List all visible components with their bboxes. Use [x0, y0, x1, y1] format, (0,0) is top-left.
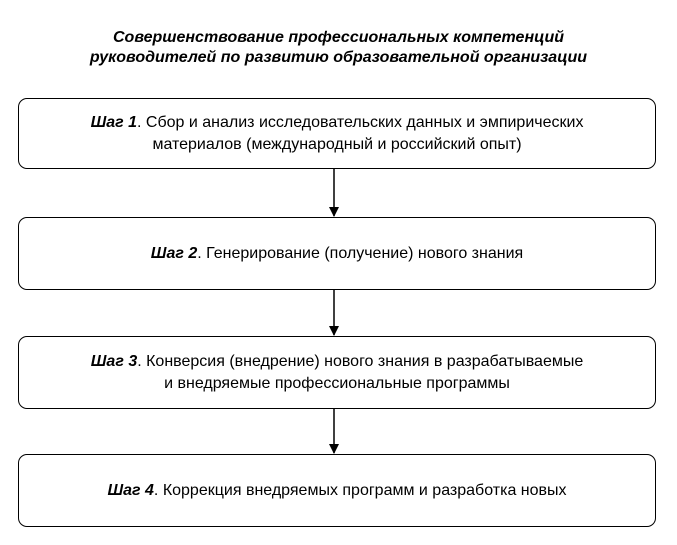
step-3-description-2: и внедряемые профессиональные программы: [164, 374, 510, 392]
diagram-title-line-1: Совершенствование профессиональных компетенций: [113, 29, 564, 46]
step-4-line-1: [107, 480, 566, 502]
step-2-label: Шаг 2: [150, 244, 198, 262]
step-1-description-2: материалов (международный и российский опыт): [152, 135, 522, 153]
step-2-description-1: . Генерирование (получение) нового знания: [197, 244, 524, 262]
step-2-box: [18, 217, 656, 290]
step-2-text: [151, 243, 523, 265]
step-4-text: [107, 480, 566, 502]
step-1-description-1: . Сбор и анализ исследовательских данных и эмпирических: [137, 113, 584, 131]
step-1-text: [91, 112, 584, 156]
step-3-box: [18, 336, 656, 409]
step-4-box: [18, 454, 656, 527]
step-3-description-1: . Конверсия (внедрение) нового знания в разрабатываемые: [137, 352, 584, 370]
step-3-label: Шаг 3: [90, 352, 138, 370]
step-3-line-1: [91, 351, 583, 373]
step-4-description-1: . Коррекция внедряемых программ и разработка новых: [153, 481, 567, 499]
step-1-box: [18, 98, 656, 169]
step-3-text: [91, 351, 583, 395]
step-1-label: Шаг 1: [90, 113, 138, 131]
step-4-label: Шаг 4: [107, 481, 154, 499]
step-2-line-1: [151, 243, 523, 265]
step-1-line-1: [91, 112, 584, 134]
diagram-title-line-2: руководителей по развитию образовательной организации: [89, 49, 588, 66]
